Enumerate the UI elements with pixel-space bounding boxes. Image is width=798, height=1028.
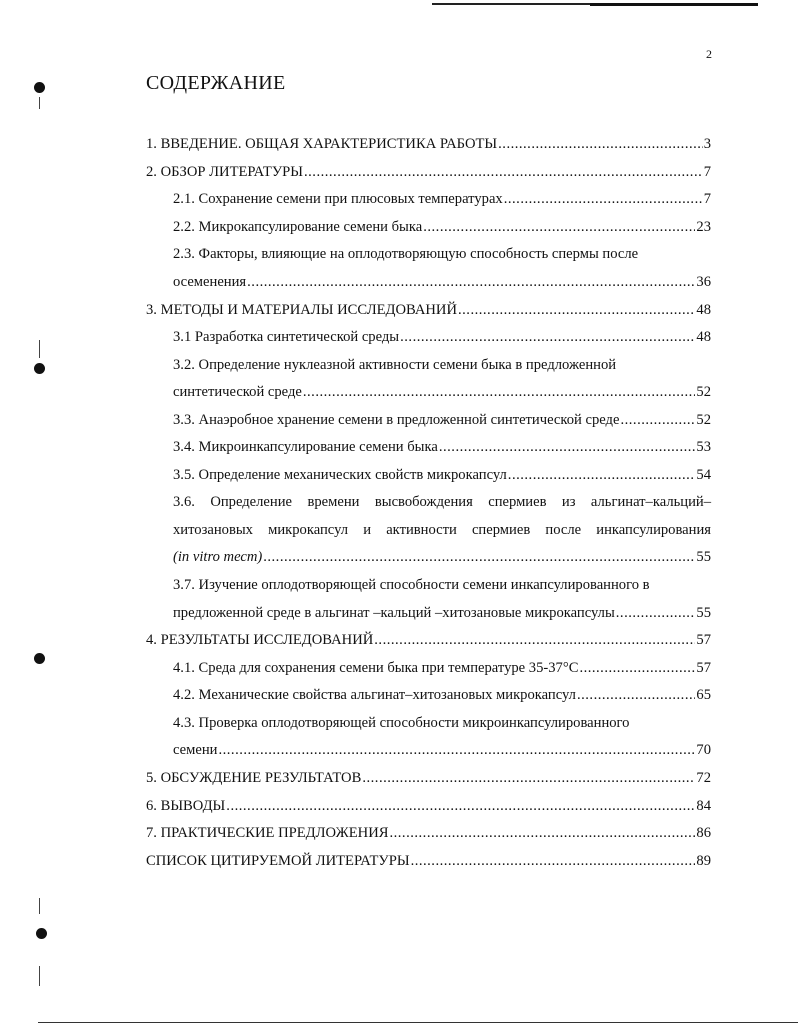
toc-entry-3-5[interactable]: 3.5. Определение механических свойств микрокапсул ..... 54: [173, 465, 711, 485]
binder-hole-2: [34, 363, 45, 374]
toc-entry-3-3[interactable]: 3.3. Анаэробное хранение семени в предложенной синтетической среде ..... 52: [173, 410, 711, 430]
toc-entry-3-2-line1: 3.2. Определение нуклеазной активности семени быка в предложенной: [173, 357, 617, 373]
page-title: СОДЕРЖАНИЕ: [146, 72, 286, 94]
toc-entry-3-7[interactable]: предложенной среде в альгинат –кальций –хитозановые микрокапсулы ..... 55: [173, 603, 711, 623]
binder-hole-3: [34, 653, 45, 664]
toc-entry-3-6[interactable]: (in vitro тест) ..... 55: [173, 547, 711, 567]
toc-entry-4-1[interactable]: 4.1. Среда для сохранения семени быка при температуре 35-37°С ..... 57: [173, 658, 711, 678]
toc-entry-5[interactable]: 5. ОБСУЖДЕНИЕ РЕЗУЛЬТАТОВ ..... 72: [146, 768, 711, 788]
toc-entry-references[interactable]: СПИСОК ЦИТИРУЕМОЙ ЛИТЕРАТУРЫ ..... 89: [146, 851, 711, 871]
toc-entry-3-4[interactable]: 3.4. Микроинкапсулирование семени быка ..... 53: [173, 437, 711, 457]
toc-entry-4-3-line1: 4.3. Проверка оплодотворяющей способности микроинкапсулированного: [173, 715, 630, 731]
toc-entry-4-3[interactable]: семени ..... 70: [173, 740, 711, 760]
toc-entry-2-2[interactable]: 2.2. Микрокапсулирование семени быка ..... 23: [173, 217, 711, 237]
scan-mark: [39, 340, 40, 358]
toc-entry-6[interactable]: 6. ВЫВОДЫ ..... 84: [146, 796, 711, 816]
scan-mark: [39, 97, 40, 109]
scan-mark: [39, 898, 40, 914]
toc-entry-2-3[interactable]: осеменения ..... 36: [173, 272, 711, 292]
binder-hole-1: [34, 82, 45, 93]
toc-entry-2[interactable]: 2. ОБЗОР ЛИТЕРАТУРЫ ..... 7: [146, 162, 711, 182]
toc-entry-3-2[interactable]: синтетической среде ..... 52: [173, 382, 711, 402]
toc-entry-3-6-line2: хитозановых микрокапсул и активности спермиев после инкапсулирования: [173, 522, 711, 538]
bottom-border-line: [38, 1022, 798, 1023]
toc-entry-3-1[interactable]: 3.1 Разработка синтетической среды ..... 48: [173, 327, 711, 347]
toc-entry-3[interactable]: 3. МЕТОДЫ И МАТЕРИАЛЫ ИССЛЕДОВАНИЙ ..... 48: [146, 300, 711, 320]
toc-entry-3-7-line1: 3.7. Изучение оплодотворяющей способности семени инкапсулированного в: [173, 577, 650, 593]
toc-entry-3-6-line1: 3.6. Определение времени высвобождения спермиев из альгинат–кальций–: [173, 494, 711, 510]
toc-entry-4[interactable]: 4. РЕЗУЛЬТАТЫ ИССЛЕДОВАНИЙ ..... 57: [146, 630, 711, 650]
toc-entry-2-3-line1: 2.3. Факторы, влияющие на оплодотворяющую способность спермы после: [173, 246, 639, 262]
top-border-line-thick: [590, 3, 758, 6]
toc-entry-2-1[interactable]: 2.1. Сохранение семени при плюсовых температурах ..... 7: [173, 189, 711, 209]
scan-mark: [39, 966, 40, 986]
toc-entry-1[interactable]: 1. ВВЕДЕНИЕ. ОБЩАЯ ХАРАКТЕРИСТИКА РАБОТЫ ..... 3: [146, 134, 711, 154]
toc-entry-7[interactable]: 7. ПРАКТИЧЕСКИЕ ПРЕДЛОЖЕНИЯ ..... 86: [146, 823, 711, 843]
toc-entry-4-2[interactable]: 4.2. Механические свойства альгинат–хитозановых микрокапсул ..... 65: [173, 685, 711, 705]
binder-hole-4: [36, 928, 47, 939]
page-number: 2: [706, 47, 712, 61]
